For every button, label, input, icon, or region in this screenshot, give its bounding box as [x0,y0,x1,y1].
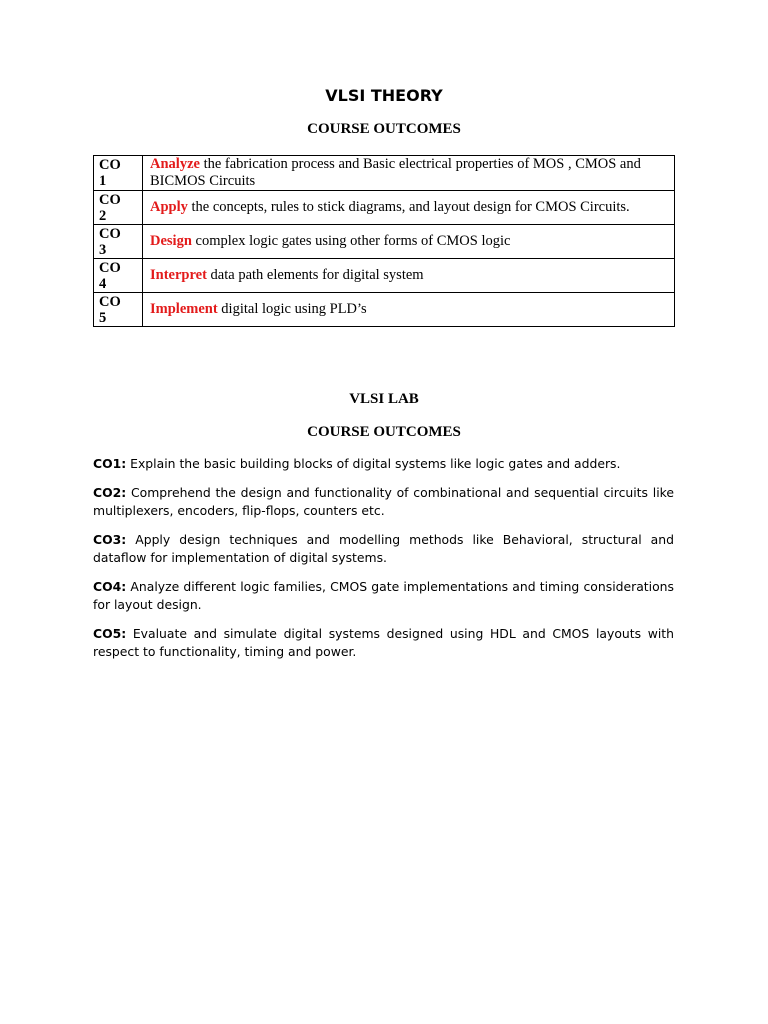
co-description: digital logic using PLD’s [217,301,367,317]
co-verb: Implement [150,301,218,317]
table-row [94,293,675,327]
theory-outcomes-table [93,155,675,327]
co-label: CO4: [93,579,127,594]
list-item [93,455,674,473]
co-verb: Design [150,233,192,249]
co-code-line2: 1 [99,173,107,189]
co-code-cell [94,259,143,293]
co-code-line1: CO [99,157,121,173]
list-item [93,484,674,520]
co-description-cell [143,293,675,327]
list-item [93,578,674,614]
co-code-cell [94,191,143,225]
co-code-line2: 3 [99,242,107,258]
table-row [94,191,675,225]
co-description-cell [143,191,675,225]
co-code-line2: 4 [99,276,107,292]
table-row [94,225,675,259]
co-description-cell [143,259,675,293]
co-label: CO2: [93,485,127,500]
co-label: CO5: [93,626,127,641]
lab-title: VLSI LAB [349,391,419,407]
theory-subtitle: COURSE OUTCOMES [307,121,461,137]
co-code-line2: 5 [99,310,107,326]
co-verb: Interpret [150,267,207,283]
lab-subtitle: COURSE OUTCOMES [307,424,461,440]
co-description-cell [143,156,675,191]
co-text: Evaluate and simulate digital systems designed using HDL and CMOS layouts with respect to functionality, timing and power. [93,626,674,659]
lab-outcomes-list [93,455,674,672]
co-label: CO3: [93,532,127,547]
co-code-cell [94,225,143,259]
co-text: Comprehend the design and functionality of combinational and sequential circuits like multiplexers, encoders, flip-flops, counters etc. [93,485,674,518]
co-code-line2: 2 [99,208,107,224]
co-description: the concepts, rules to stick diagrams, and layout design for CMOS Circuits. [187,199,630,215]
co-code-line1: CO [99,294,121,310]
co-verb: Apply [150,199,188,215]
co-verb: Analyze [150,156,200,172]
co-code-line1: CO [99,192,121,208]
list-item [93,531,674,567]
co-code-cell [94,293,143,327]
co-code-line1: CO [99,226,121,242]
co-text: Apply design techniques and modelling methods like Behavioral, structural and dataflow for implementation of digital systems. [93,532,674,565]
table-row [94,156,675,191]
co-description: data path elements for digital system [206,267,424,283]
co-text: Analyze different logic families, CMOS gate implementations and timing considerations for layout design. [93,579,674,612]
theory-title: VLSI THEORY [325,86,443,105]
list-item [93,625,674,661]
co-code-cell [94,156,143,191]
co-code-line1: CO [99,260,121,276]
co-description-cell [143,225,675,259]
co-description: complex logic gates using other forms of CMOS logic [191,233,511,249]
table-row [94,259,675,293]
co-description: the fabrication process and Basic electrical properties of MOS , CMOS and BICMOS Circuits [150,156,641,189]
co-text: Explain the basic building blocks of digital systems like logic gates and adders. [126,456,621,471]
co-label: CO1: [93,456,127,471]
